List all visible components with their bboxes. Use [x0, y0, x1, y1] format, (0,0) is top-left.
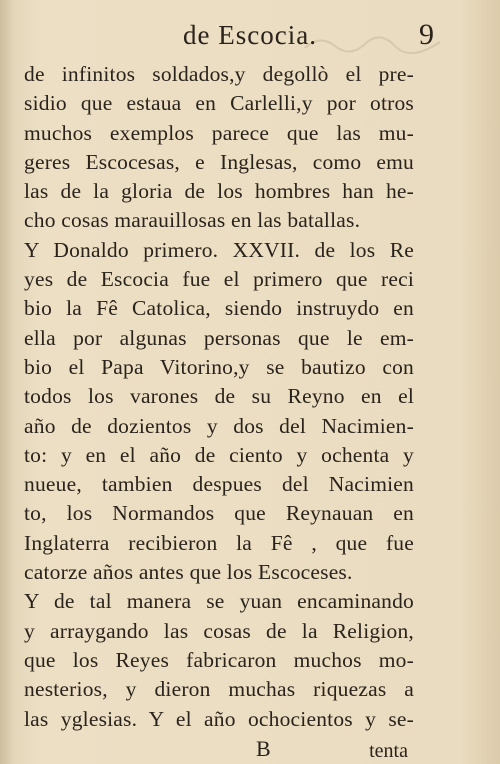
text-line: todos los varones de su Reyno en el: [24, 384, 414, 409]
text-line: sidio que estaua en Carlelli,y por otros: [24, 91, 414, 116]
signature-mark: B: [256, 736, 271, 761]
text-line: ella por algunas personas que le em-: [24, 325, 414, 350]
text-line: las yglesias. Y el año ochocientos y se-: [24, 706, 414, 731]
body-text: [24, 60, 414, 734]
page-footer: [0, 736, 500, 764]
text-line: muchos exemplos parece que las mu-: [24, 120, 414, 145]
text-line: Inglaterra recibieron la Fê , que fue: [24, 530, 414, 555]
text-line: Y Donaldo primero. XXVII. de los Re: [24, 237, 414, 262]
text-line: to: y en el año de ciento y ochenta y: [24, 442, 414, 467]
text-line: catorze años antes que los Escoceses.: [24, 560, 353, 585]
text-line: y arraygando las cosas de la Religion,: [24, 618, 414, 643]
text-line: geres Escocesas, e Inglesas, como emu: [24, 149, 414, 174]
text-line: de infinitos soldados,y degollò el pre-: [24, 62, 414, 86]
text-line: bio el Papa Vitorino,y se bautizo con: [24, 354, 414, 379]
text-line: Y de tal manera se yuan encaminando: [24, 589, 414, 614]
text-line: bio la Fê Catolica, siendo instruydo en: [24, 296, 414, 321]
running-head: de Escocia.: [183, 20, 317, 50]
text-line: que los Reyes fabricaron muchos mo-: [24, 647, 414, 672]
text-line: las de la gloria de los hombres han he-: [24, 179, 414, 204]
text-line: año de dozientos y dos del Nacimien-: [24, 413, 414, 438]
page-number: 9: [419, 18, 434, 51]
text-line: nueue, tambien despues del Nacimien: [24, 472, 414, 497]
text-line: yes de Escocia fue el primero que reci: [24, 267, 414, 292]
text-line: cho cosas marauillosas en las batallas.: [24, 208, 361, 233]
text-line: nesterios, y dieron muchas riquezas a: [24, 677, 414, 702]
catchword: tenta: [369, 740, 408, 762]
text-line: to, los Normandos que Reynauan en: [24, 501, 414, 526]
